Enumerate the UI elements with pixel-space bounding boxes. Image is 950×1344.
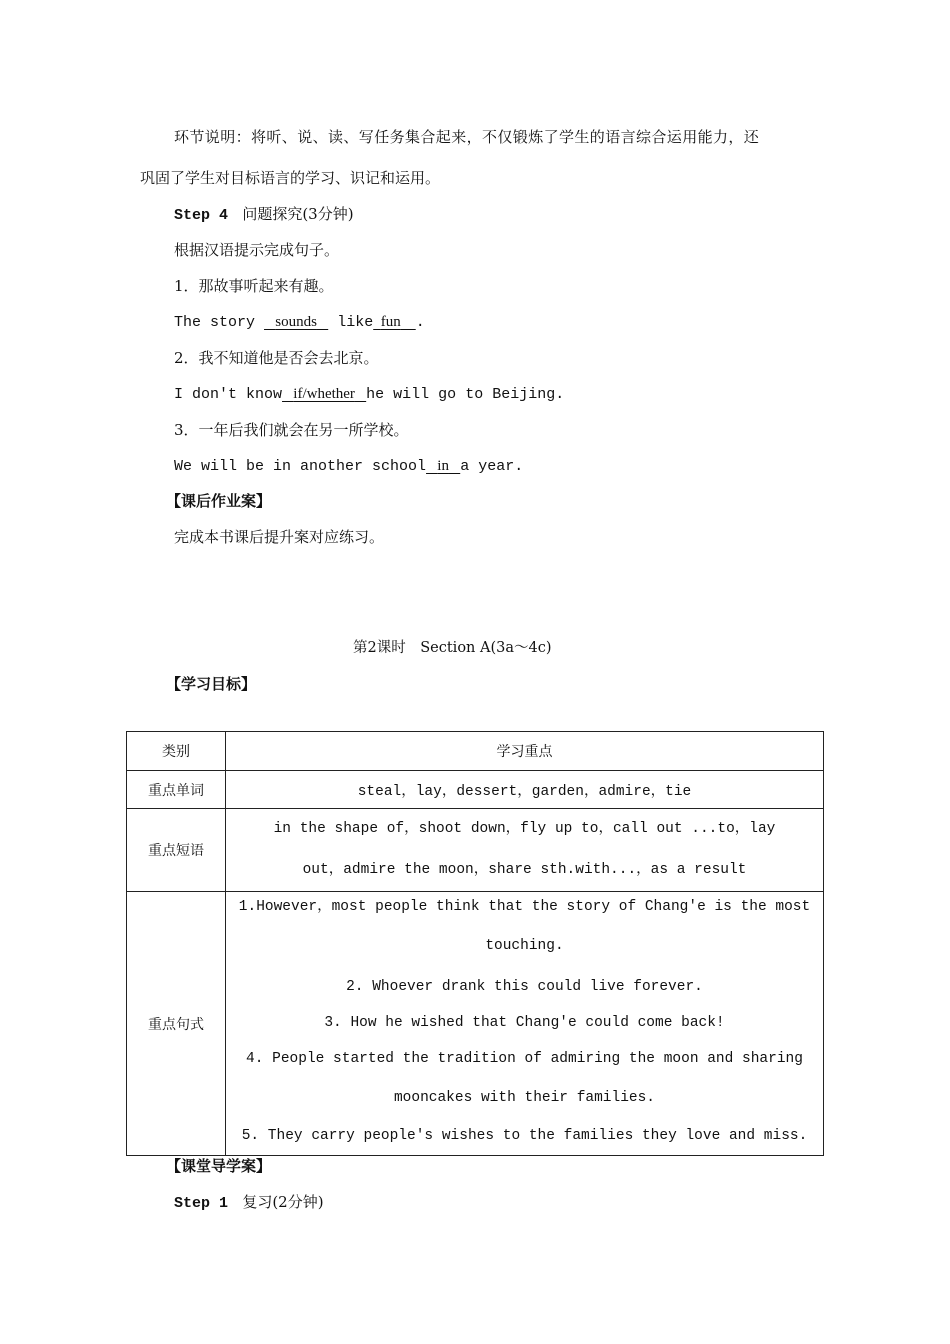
item-1-blank-2: fun [380, 314, 401, 330]
row-line: in the shape of，shoot down，fly up to，call out ...to，lay [273, 821, 776, 837]
item-2-text-b: he will go to Beijing. [366, 386, 565, 403]
row-line: 4. People started the tradition of admiring the moon and sharing [246, 1050, 803, 1067]
item-1-en [174, 312, 425, 333]
item-1-text-c: . [415, 314, 425, 331]
item-3-text-b: a year. [460, 458, 524, 475]
lesson2-title: 第2课时 Section A(3a～4c) [353, 640, 552, 656]
step1-heading [174, 1192, 324, 1214]
table-row [127, 892, 824, 1156]
item-2-blank: if/whether [293, 386, 355, 402]
intro-line-1: 环节说明：将听、说、读、写任务集合起来，不仅锻炼了学生的语言综合运用能力，还 [174, 128, 760, 146]
goals-table [126, 731, 824, 1156]
row-line: 2. Whoever drank this could live forever. [346, 978, 703, 995]
row-line: mooncakes with their families. [393, 1089, 656, 1106]
row-content [226, 771, 824, 809]
item-2-text-a: I don't know [174, 386, 283, 403]
row-content [226, 892, 824, 1156]
row-content [226, 809, 824, 892]
step4-heading [174, 204, 354, 226]
header-focus: 学习重点 [226, 732, 824, 771]
row-category: 重点句式 [127, 892, 226, 1156]
table-row [127, 809, 824, 892]
item-3-text-a: We will be in another school [174, 458, 427, 475]
item-1-text-a: The story [174, 314, 265, 331]
item-1-blank-1: sounds [275, 314, 317, 330]
row-category: 重点短语 [127, 809, 226, 892]
item-1-text-b: like [328, 314, 374, 331]
row-line: 1.However，most people think that the story of Chang'e is the most [238, 898, 811, 915]
row-line: steal，lay，dessert，garden，admire，tie [357, 784, 692, 800]
row-line: 3. How he wished that Chang'e could come back! [324, 1014, 725, 1031]
goals-heading: 【学习目标】 [166, 675, 257, 693]
step1-label: Step 1 [174, 1195, 229, 1212]
intro-line-2: 巩固了学生对目标语言的学习、识记和运用。 [140, 169, 441, 187]
header-category: 类别 [127, 732, 226, 771]
step1-title: 复习(2分钟) [242, 1193, 324, 1211]
item-2-en [174, 384, 564, 405]
item-1-cn: 1．那故事听起来有趣。 [174, 277, 334, 295]
guide-heading: 【课堂导学案】 [166, 1157, 272, 1175]
step4-label: Step 4 [174, 207, 229, 224]
item-3-blank: in [437, 458, 449, 474]
table-header-row [127, 732, 824, 771]
item-2-cn: 2．我不知道他是否会去北京。 [174, 349, 379, 367]
row-category: 重点单词 [127, 771, 226, 809]
step4-title: 问题探究(3分钟) [242, 205, 354, 223]
row-line: out，admire the moon，share sth.with...，as a result [302, 862, 747, 878]
row-line: 5. They carry people's wishes to the families they love and miss. [241, 1127, 808, 1144]
step4-instruction: 根据汉语提示完成句子。 [174, 241, 340, 259]
row-line: touching. [485, 937, 564, 954]
item-3-cn: 3．一年后我们就会在另一所学校。 [174, 421, 409, 439]
table-row [127, 771, 824, 809]
item-3-en [174, 456, 523, 477]
homework-heading: 【课后作业案】 [166, 492, 272, 510]
homework-text: 完成本书课后提升案对应练习。 [174, 528, 385, 546]
